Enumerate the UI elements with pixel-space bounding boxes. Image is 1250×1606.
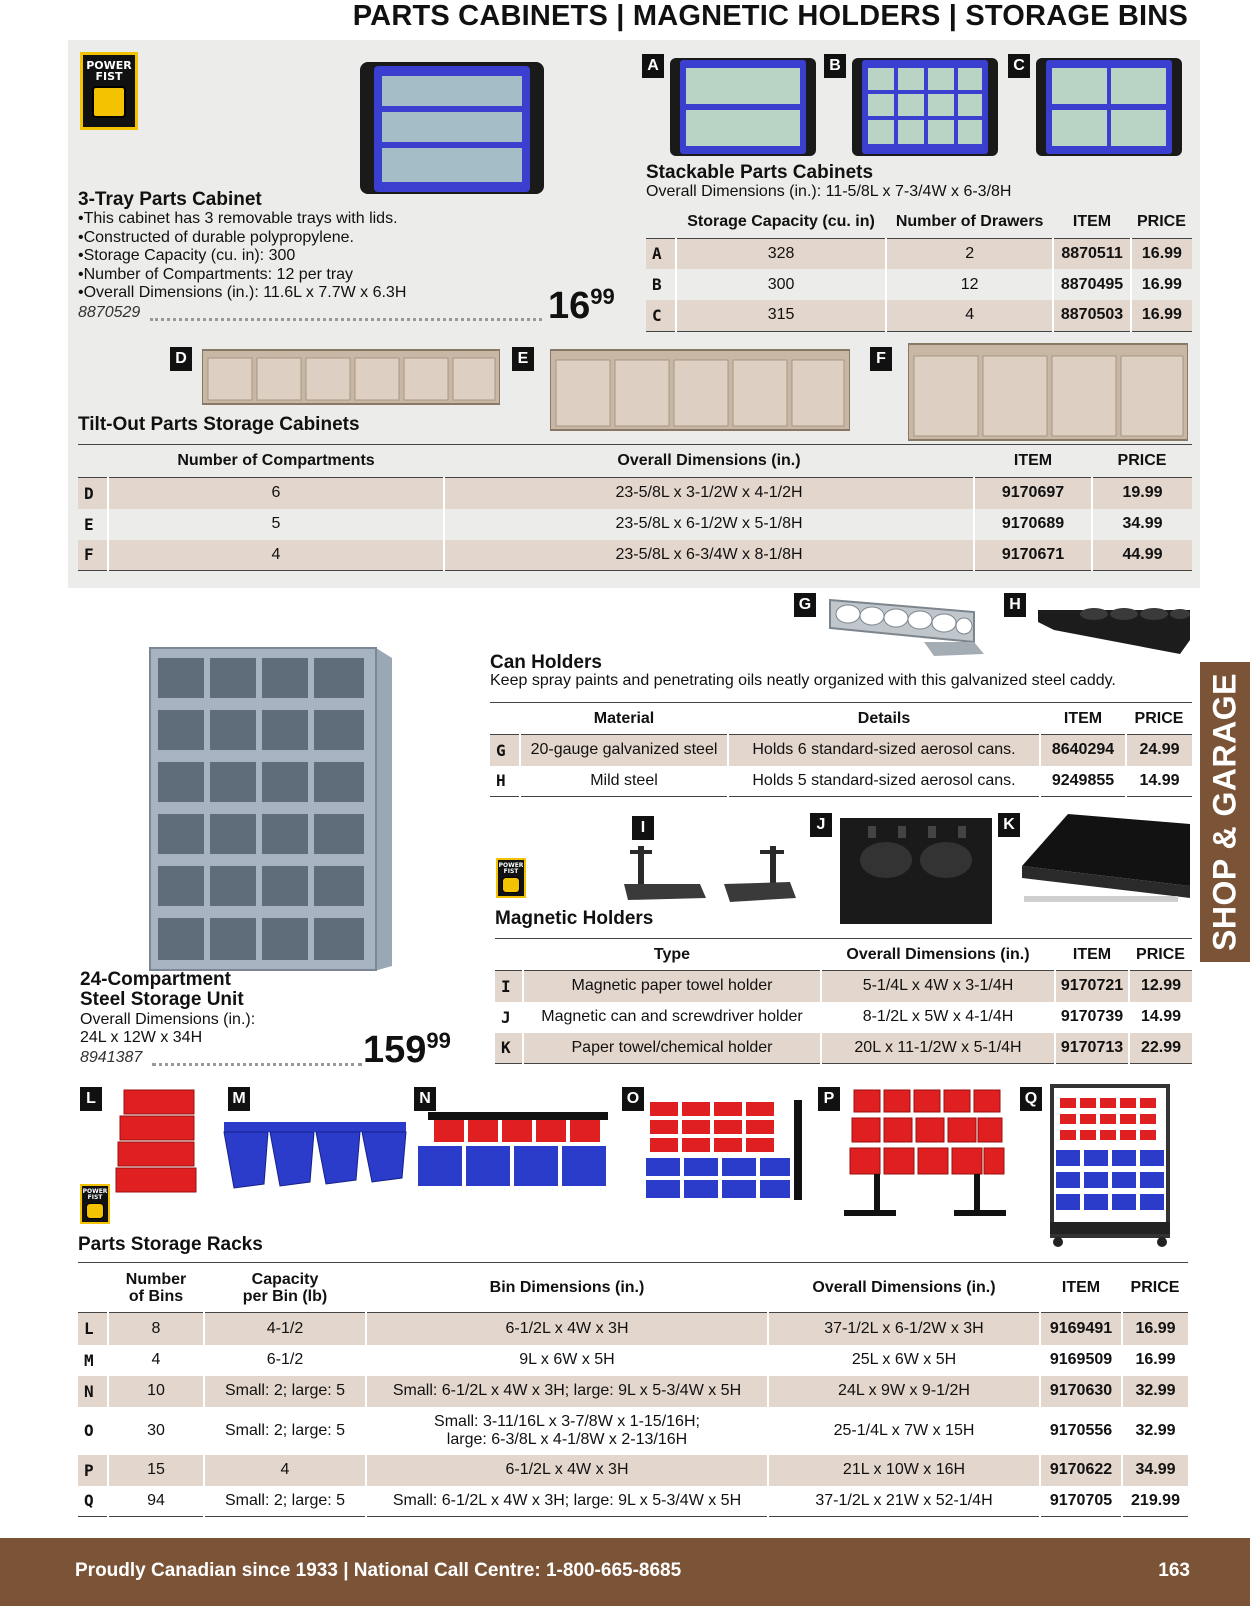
col-header: Number of Compartments: [108, 445, 444, 478]
tag-c: C: [1008, 54, 1030, 78]
tag-a: A: [642, 54, 664, 78]
bullet: •This cabinet has 3 removable trays with lids.: [78, 210, 398, 227]
stackable-cabinet-b-image: [850, 54, 1000, 158]
tiltout-table: [78, 444, 1192, 571]
dotted-leader: [152, 1063, 362, 1066]
fist-icon: [86, 1203, 104, 1219]
dotted-leader: [150, 318, 542, 321]
rack-o-image: [644, 1098, 806, 1202]
col-header: Number of Drawers: [886, 206, 1053, 238]
tag-m: M: [228, 1087, 250, 1111]
table-row: L 8 4-1/2 6-1/2L x 4W x 3H 37-1/2L x 6-1/2W x 3H 9169491 16.99: [78, 1313, 1188, 1345]
tag-i: I: [632, 816, 654, 840]
magnetic-paper-towel-holder-image: [620, 840, 800, 906]
bullet: •Overall Dimensions (in.): 11.6L x 7.7W x 6.3H: [78, 284, 407, 301]
col-header: PRICE: [1126, 703, 1192, 735]
tag-h: H: [1004, 593, 1026, 617]
table-row: K Paper towel/chemical holder 20L x 11-1/2W x 5-1/4H 9170713 22.99: [495, 1033, 1192, 1064]
steel-storage-unit-image: [146, 644, 396, 972]
tilt-out-cabinet-e-image: [550, 348, 850, 432]
table-row: G 20-gauge galvanized steel Holds 6 standard-sized aerosol cans. 8640294 24.99: [490, 735, 1192, 766]
tag-f: F: [870, 347, 892, 371]
racks-title: Parts Storage Racks: [78, 1234, 263, 1255]
can-holder-h-image: [1034, 590, 1194, 656]
paper-towel-chemical-holder-image: [1016, 812, 1192, 922]
rack-m-image: [220, 1116, 410, 1196]
three-tray-price: $16^{99}$: [548, 284, 615, 327]
col-header: ITEM: [1040, 1263, 1122, 1313]
three-tray-title: 3-Tray Parts Cabinet: [78, 189, 262, 210]
can-holders-subtitle: Keep spray paints and penetrating oils neatly organized with this galvanized steel caddy.: [490, 672, 1116, 689]
tag-j: J: [810, 813, 832, 837]
tag-g: G: [794, 593, 816, 617]
col-header: ITEM: [974, 445, 1092, 478]
racks-table: [78, 1262, 1188, 1517]
tag-k: K: [998, 813, 1020, 837]
col-header: Overall Dimensions (in.): [768, 1263, 1040, 1313]
stackable-cabinet-c-image: [1034, 54, 1184, 158]
table-row: E 5 23-5/8L x 6-1/2W x 5-1/8H 9170689 34.99: [78, 509, 1192, 540]
col-header: PRICE: [1131, 206, 1192, 238]
rack-l-image: [114, 1086, 206, 1196]
col-header: Details: [728, 703, 1040, 735]
fist-icon: [92, 86, 126, 118]
three-tray-bullets: [78, 210, 406, 303]
can-holders-title: Can Holders: [490, 652, 602, 673]
section-side-tab: SHOP & GARAGE: [1200, 662, 1250, 962]
stackable-table: [646, 206, 1192, 332]
tag-d: D: [170, 347, 192, 371]
fist-icon: [502, 877, 520, 893]
three-tray-cabinet-image: [352, 56, 552, 200]
power-fist-logo: POWER FIST: [80, 52, 138, 130]
power-fist-logo: POWER FIST: [80, 1184, 110, 1224]
table-row: Q 94 Small: 2; large: 5 Small: 6-1/2L x 4W x 3H; large: 9L x 5-3/4W x 5H 37-1/2L x 21W x 52-1/4H 9170705 219.99: [78, 1486, 1188, 1517]
footer-text: Proudly Canadian since 1933 | National Call Centre: 1-800-665-8685: [75, 1560, 682, 1581]
magnetic-title: Magnetic Holders: [495, 908, 654, 929]
steel-unit-dims: Overall Dimensions (in.): 24L x 12W x 34H: [80, 1011, 256, 1046]
tag-o: O: [622, 1087, 644, 1111]
power-fist-logo: POWER FIST: [496, 858, 526, 898]
can-holders-table: [490, 702, 1192, 797]
steel-unit-title: 24-Compartment Steel Storage Unit: [80, 969, 244, 1010]
col-header: Overall Dimensions (in.): [821, 939, 1055, 971]
tag-n: N: [414, 1087, 436, 1111]
steel-unit-price: $159^{99}$: [363, 1028, 451, 1071]
col-header: PRICE: [1129, 939, 1192, 971]
table-row: F 4 23-5/8L x 6-3/4W x 8-1/8H 9170671 44.99: [78, 540, 1192, 571]
bullet: •Storage Capacity (cu. in): 300: [78, 247, 296, 264]
tilt-out-cabinet-f-image: [908, 342, 1188, 442]
col-header: ITEM: [1053, 206, 1131, 238]
col-header: PRICE: [1092, 445, 1192, 478]
rack-n-image: [414, 1110, 610, 1196]
rack-q-image: [1048, 1084, 1172, 1250]
table-row: M 4 6-1/2 9L x 6W x 5H 25L x 6W x 5H 9169509 16.99: [78, 1345, 1188, 1376]
col-header: Storage Capacity (cu. in): [676, 206, 886, 238]
page-number: 163: [1158, 1560, 1190, 1581]
col-header: PRICE: [1122, 1263, 1188, 1313]
can-holder-g-image: [824, 590, 984, 660]
rack-p-image: [844, 1086, 1006, 1228]
col-header: Number of Bins: [108, 1263, 204, 1313]
tiltout-title: Tilt-Out Parts Storage Cabinets: [78, 414, 360, 435]
table-row: A 328 2 8870511 16.99: [646, 238, 1192, 269]
table-row: N 10 Small: 2; large: 5 Small: 6-1/2L x 4W x 3H; large: 9L x 5-3/4W x 5H 24L x 9W x 9-1/2H 9170630 32.99: [78, 1376, 1188, 1407]
col-header: Bin Dimensions (in.): [366, 1263, 768, 1313]
bullet: •Constructed of durable polypropylene.: [78, 228, 354, 246]
tag-b: B: [824, 54, 846, 78]
bullet: •Number of Compartments: 12 per tray: [78, 265, 354, 283]
table-row: P 15 4 6-1/2L x 4W x 3H 21L x 10W x 16H 9170622 34.99: [78, 1455, 1188, 1486]
col-header: Type: [523, 939, 821, 971]
stackable-cabinet-a-image: [668, 54, 818, 158]
stackable-title: Stackable Parts Cabinets: [646, 162, 874, 183]
col-header: ITEM: [1040, 703, 1126, 735]
table-row: B 300 12 8870495 16.99: [646, 269, 1192, 300]
col-header: Overall Dimensions (in.): [444, 445, 974, 478]
page-footer: [0, 1538, 1250, 1606]
col-header: Material: [520, 703, 728, 735]
magnetic-can-screwdriver-holder-image: [838, 816, 994, 926]
magnetic-table: [495, 938, 1192, 1064]
table-row: I Magnetic paper towel holder 5-1/4L x 4W x 3-1/4H 9170721 12.99: [495, 971, 1192, 1002]
tilt-out-cabinet-d-image: [202, 348, 500, 406]
table-row: H Mild steel Holds 5 standard-sized aerosol cans. 9249855 14.99: [490, 766, 1192, 797]
stackable-subtitle: Overall Dimensions (in.): 11-5/8L x 7-3/4W x 6-3/8H: [646, 183, 1012, 200]
page-title: PARTS CABINETS | MAGNETIC HOLDERS | STORAGE BINS: [352, 0, 1188, 32]
steel-unit-sku: 8941387: [80, 1049, 143, 1066]
tag-l: L: [80, 1087, 102, 1111]
three-tray-sku: 8870529: [78, 304, 141, 321]
table-row: O 30 Small: 2; large: 5 Small: 3-11/16L x 3-7/8W x 1-15/16H; large: 6-3/8L x 4-1/8W x 2-13/16H 25-1/4L x 7W x 15H 9170556 32.99: [78, 1407, 1188, 1455]
tag-p: P: [818, 1087, 840, 1111]
col-header: Capacity per Bin (lb): [204, 1263, 366, 1313]
tag-q: Q: [1020, 1087, 1042, 1111]
table-row: J Magnetic can and screwdriver holder 8-1/2L x 5W x 4-1/4H 9170739 14.99: [495, 1002, 1192, 1033]
tag-e: E: [512, 347, 534, 371]
table-row: C 315 4 8870503 16.99: [646, 300, 1192, 331]
col-header: ITEM: [1055, 939, 1129, 971]
table-row: D 6 23-5/8L x 3-1/2W x 4-1/2H 9170697 19.99: [78, 478, 1192, 509]
